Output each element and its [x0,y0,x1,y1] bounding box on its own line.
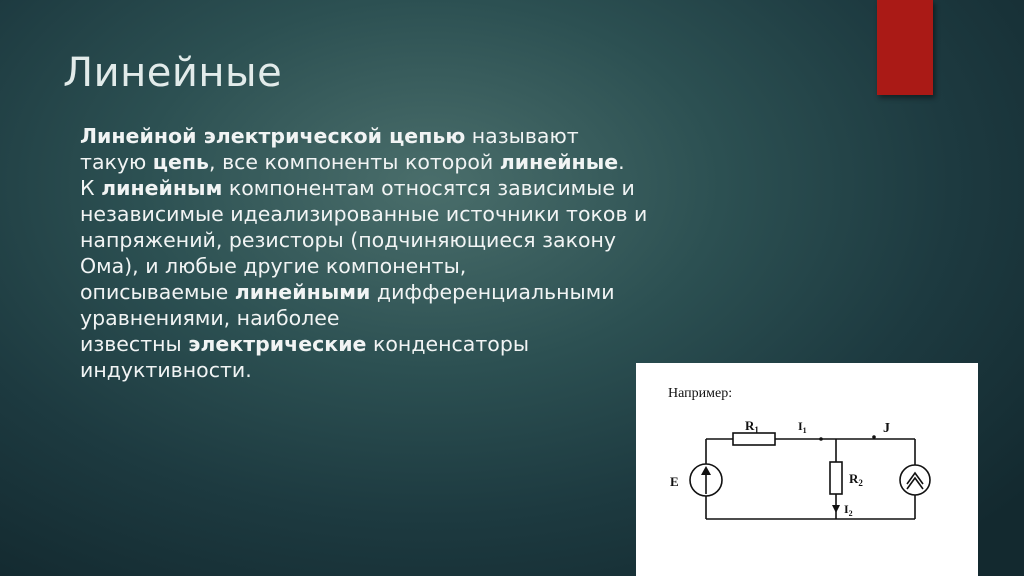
bold-term: Линейной электрической цепью [80,124,466,148]
paragraph-line [80,149,810,175]
circuit-figure [636,363,978,576]
bold-term: электрические [188,332,367,356]
i1-label: $I_1$ [798,419,807,435]
paragraph-line [80,331,810,357]
circuit-diagram [636,363,978,576]
bold-term: линейные [499,150,619,174]
red-accent-bar [877,0,933,95]
paragraph-line [80,227,810,253]
bold-term: цепь [152,150,210,174]
slide-title: Линейные [63,50,283,96]
text-segment: , все компоненты которой [209,150,500,174]
text-segment: конденсаторы [366,332,530,356]
paragraph-line [80,123,810,149]
text-segment: напряжений, резисторы (подчиняющиеся закону [80,228,617,252]
paragraph-line [80,279,810,305]
r2-label: $R_2$ [849,471,863,488]
bold-term: линейным [101,176,223,200]
current-source-j [900,465,930,495]
definition-paragraph [80,123,810,383]
text-segment: индуктивности. [80,358,252,382]
node-dot [819,437,823,441]
node-dot [872,435,876,439]
paragraph-line [80,175,810,201]
text-segment: компонентам относятся зависимые и [222,176,635,200]
i2-arrow [832,505,840,513]
j-label: J [883,421,890,436]
circuit-wires [706,439,915,519]
text-segment: называют [465,124,579,148]
paragraph-line [80,253,810,279]
text-segment: дифференциальными [370,280,615,304]
text-segment: независимые идеализированные источники токов и [80,202,648,226]
r1-label: $R_1$ [745,418,759,435]
text-segment: . [618,150,625,174]
e-label: E [670,474,679,489]
text-segment: Ома), и любые другие компоненты, [80,254,467,278]
paragraph-line [80,305,810,331]
paragraph-line [80,201,810,227]
bold-term: линейными [234,280,371,304]
figure-caption: Например: [668,386,733,401]
i2-label: $I_2$ [844,502,853,518]
text-segment: уравнениями, наиболее [80,306,340,330]
resistor-r2 [830,462,842,494]
text-segment: описываемые [80,280,235,304]
text-segment: известны [80,332,189,356]
text-segment: такую [80,150,153,174]
text-segment: К [80,176,102,200]
